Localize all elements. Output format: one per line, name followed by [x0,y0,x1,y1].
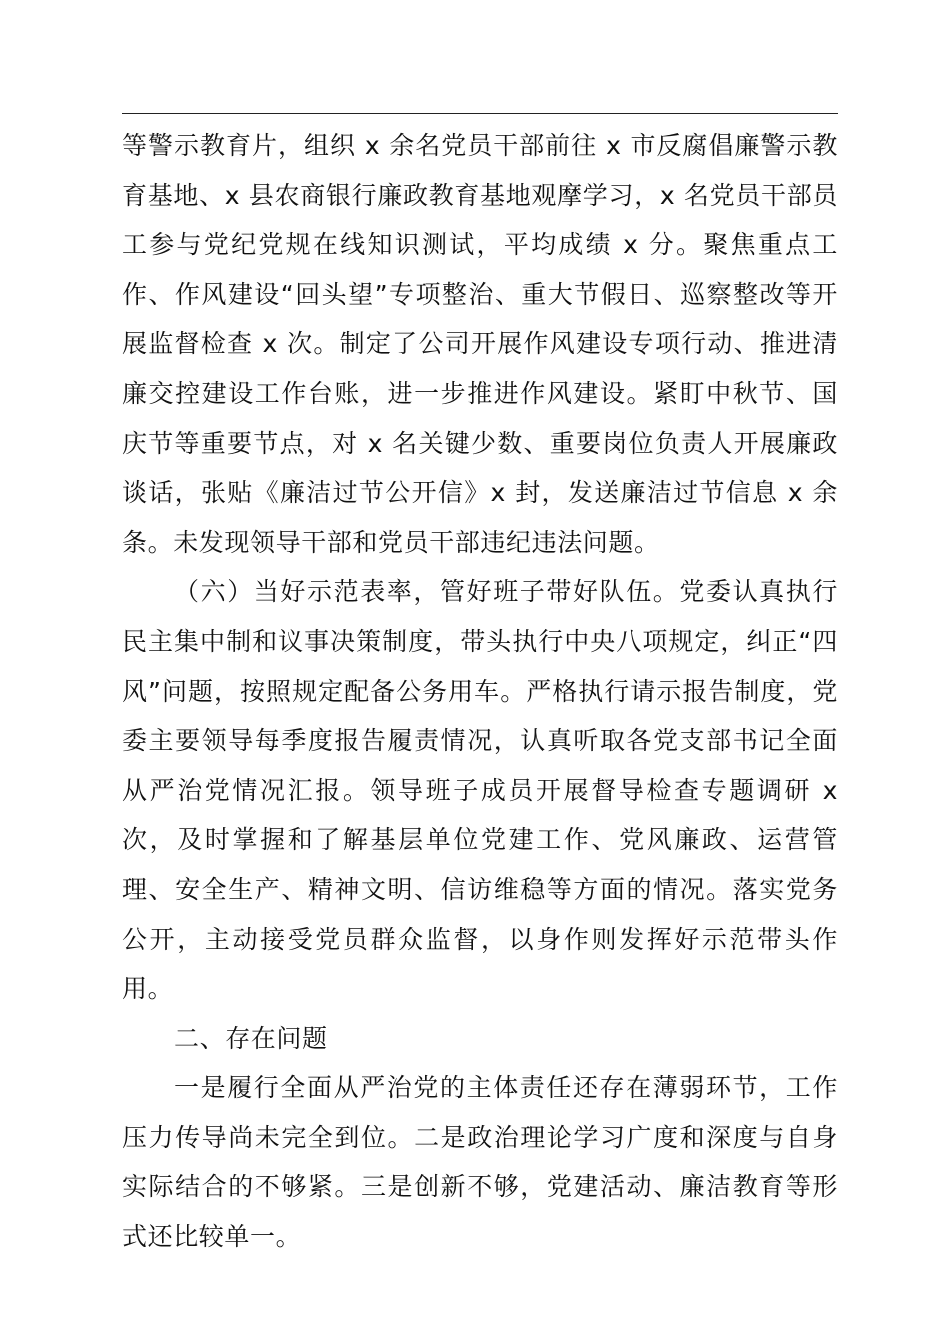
paragraph-problems: 一是履行全面从严治党的主体责任还存在薄弱环节，工作压力传导尚未完全到位。二是政治理论学习广度和深度与自身实际结合的不够紧。三是创新不够，党建活动、廉洁教育等形式还比较单一。 [122,1073,838,1252]
document-body [122,121,838,1262]
paragraph-continuation: 等警示教育片，组织 x 余名党员干部前往 x 市反腐倡廉警示教育基地、x 县农商银行廉政教育基地观摩学习，x 名党员干部员工参与党纪党规在线知识测试，平均成绩 x 分。聚焦重点工作、作风建设“回头望”专项整治、重大节假日、巡察整改等开展监督检查 x 次。制定了公司开展作风建设专项行动、推进清廉交控建设工作台账，进一步推进作风建设。紧盯中秋节、国庆节等重要节点，对 x 名关键少数、重要岗位负责人开展廉政谈话，张贴《廉洁过节公开信》x 封，发送廉洁过节信息 x 余条。未发现领导干部和党员干部违纪违法问题。 [122,131,838,557]
section-heading-problems: 二、存在问题 [174,1023,328,1053]
header-rule [122,113,838,114]
paragraph-section-six: （六）当好示范表率，管好班子带好队伍。党委认真执行民主集中制和议事决策制度，带头执行中央八项规定，纠正“四风”问题，按照规定配备公务用车。严格执行请示报告制度，党委主要领导每季度报告履责情况，认真听取各党支部书记全面从严治党情况汇报。领导班子成员开展督导检查专题调研 x 次，及时掌握和了解基层单位党建工作、党风廉政、运营管理、安全生产、精神文明、信访维稳等方面的情况。落实党务公开，主动接受党员群众监督，以身作则发挥好示范带头作用。 [122,577,838,1004]
